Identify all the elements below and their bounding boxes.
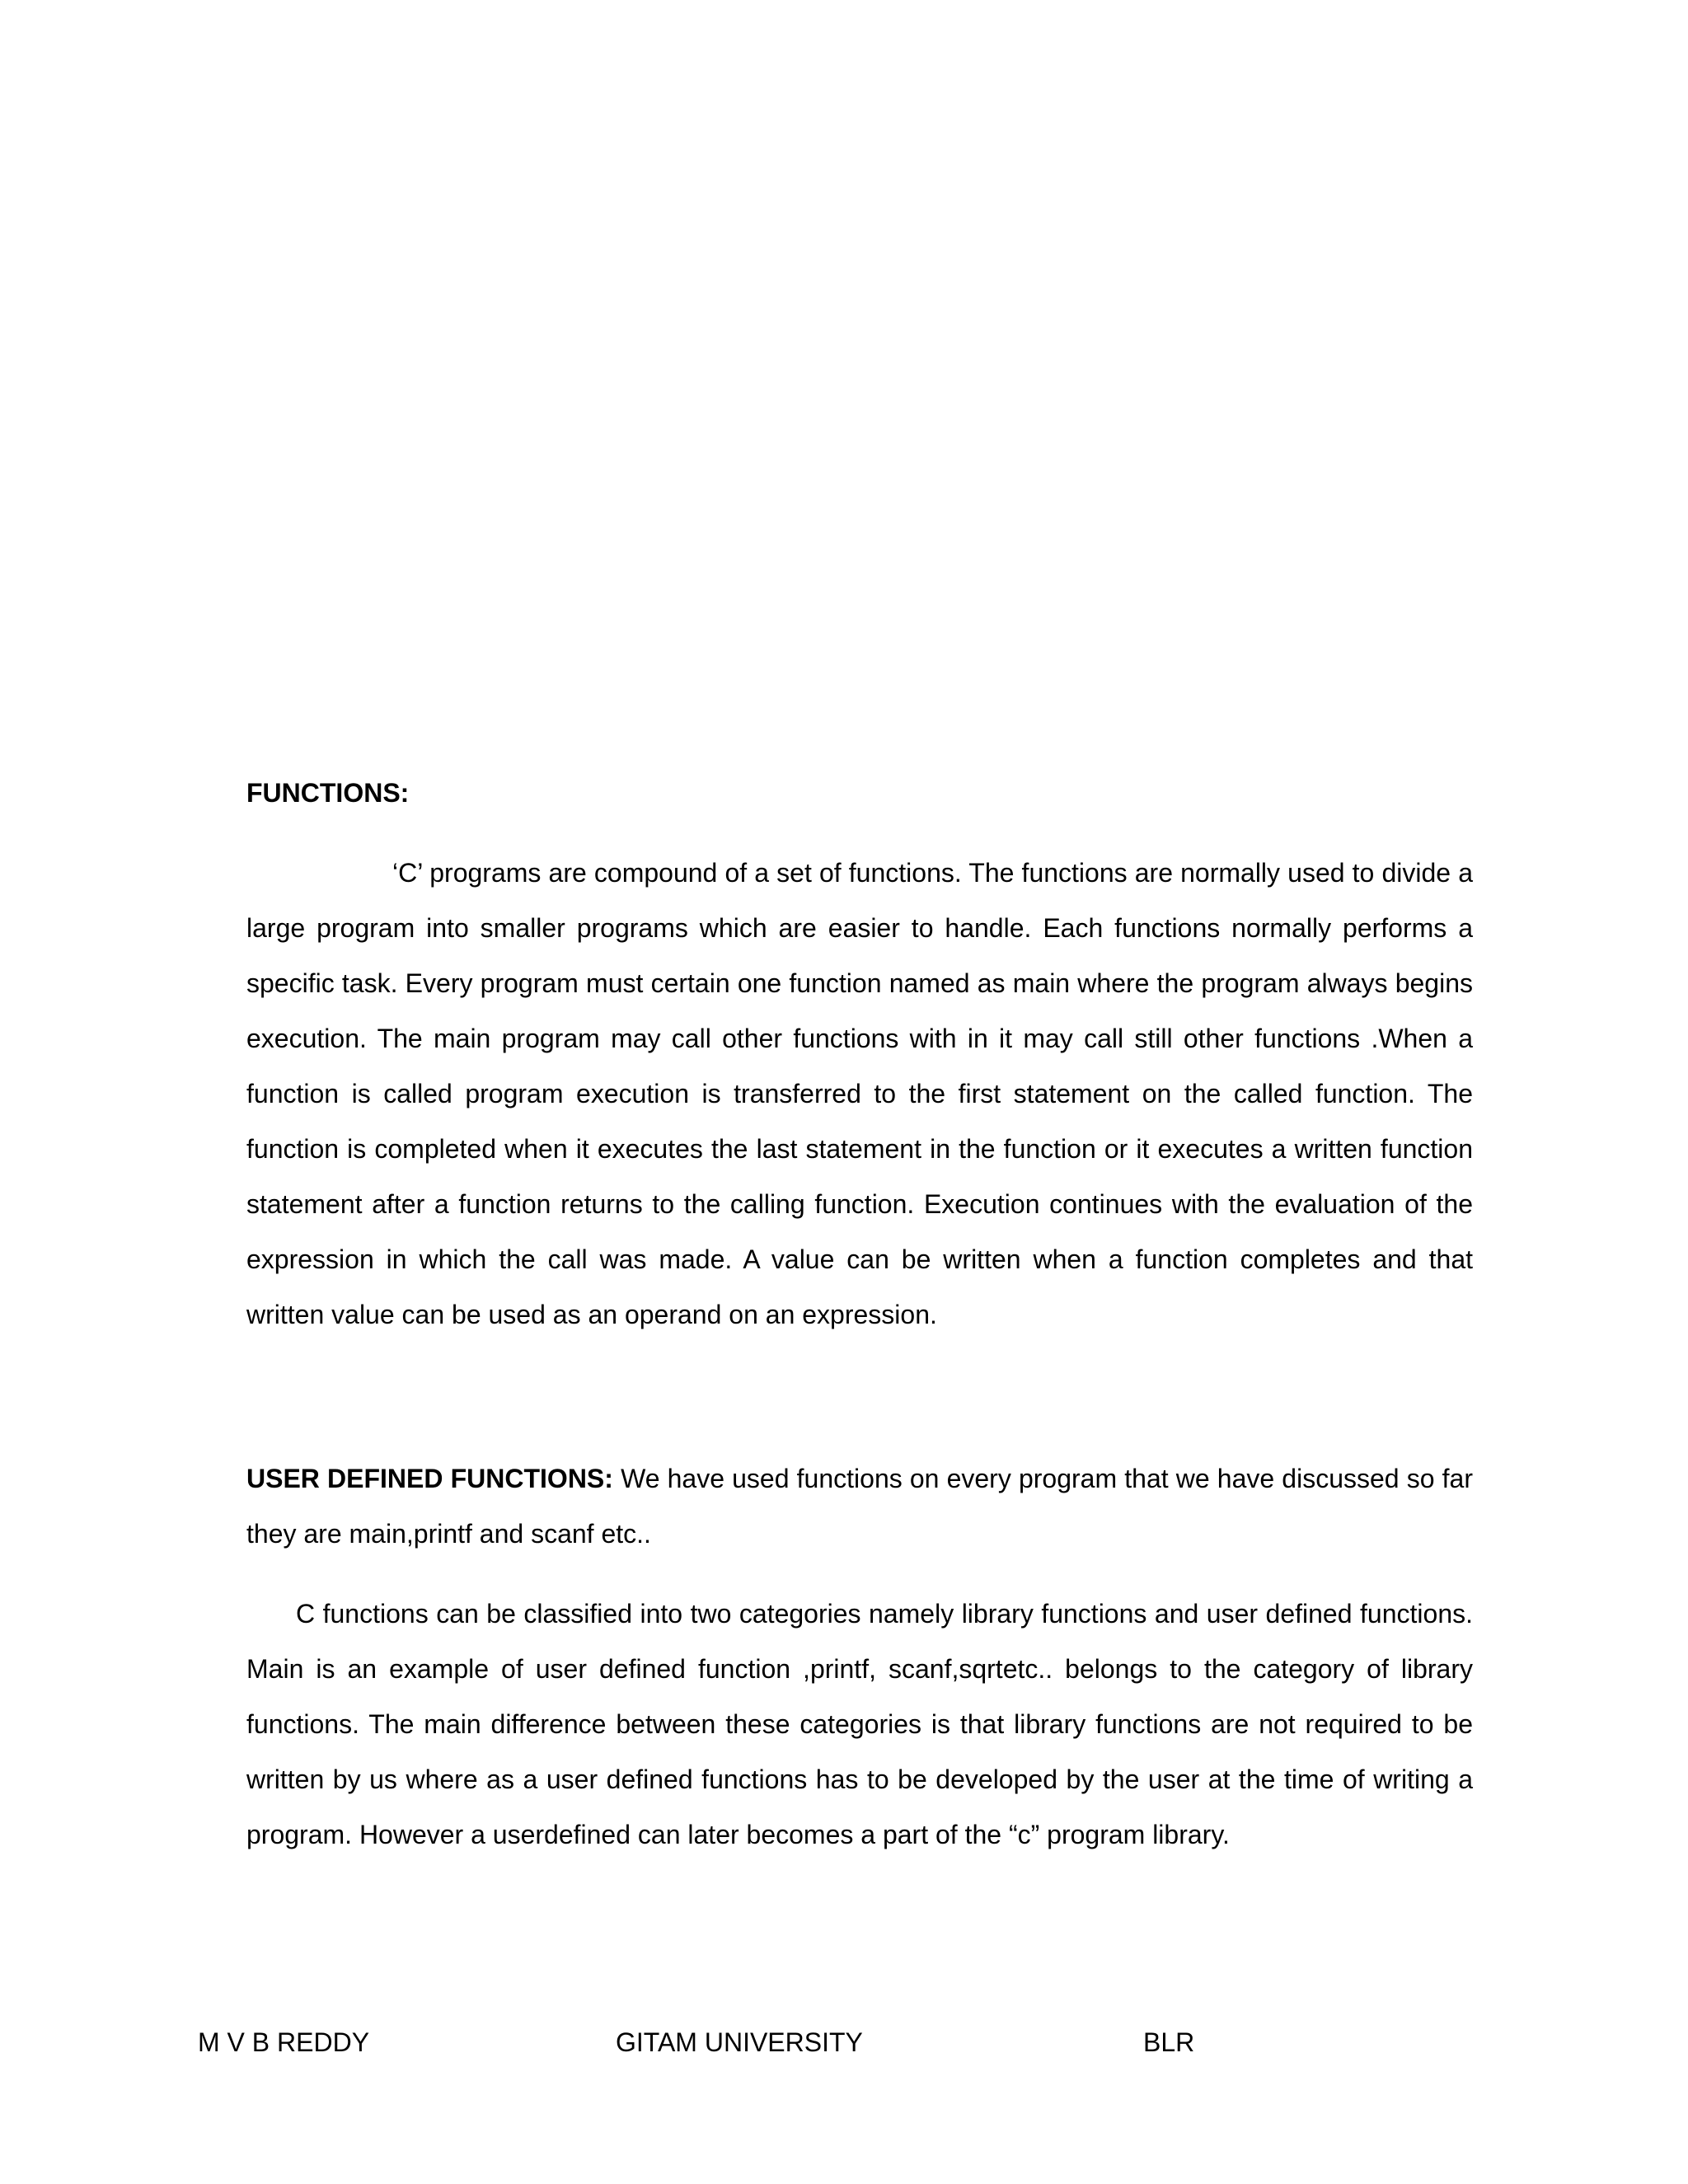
user-defined-functions-intro: We have used functions on every program that we have discussed so far they are main,printf and scanf etc.. xyxy=(246,1464,1474,1549)
footer-author: M V B REDDY xyxy=(198,2027,370,2057)
user-defined-functions-paragraph xyxy=(246,1451,1473,1562)
user-defined-functions-heading: USER DEFINED FUNCTIONS: xyxy=(246,1464,613,1493)
functions-paragraph: ‘C’ programs are compound of a set of functions. The functions are normally used to divide a large program into smaller programs which are easier to handle. Each functions normally performs a specific task. Every program must certain one function named as main where the program always begins execution. The main program may call other functions with in it may call still other functions .When a function is called program execution is transferred to the first statement on the called function. The function is completed when it executes the last statement in the function or it executes a written function statement after a function returns to the calling function. Execution continues with the evaluation of the expression in which the call was made. A value can be written when a function completes and that written value can be used as an operand on an expression. xyxy=(246,858,1473,1329)
footer-location: BLR xyxy=(1143,2027,1195,2057)
footer-institution: GITAM UNIVERSITY xyxy=(616,2027,863,2057)
function-categories-paragraph: C functions can be classified into two categories namely library functions and user defined functions. Main is an example of user defined function ,printf, scanf,sqrtetc.. belongs to the category of library functions. The main difference between these categories is that library functions are not required to be written by us where as a user defined functions has to be developed by the user at the time of writing a program. However a userdefined can later becomes a part of the “c” program library. xyxy=(246,1599,1473,1849)
document-body xyxy=(246,776,1473,1863)
functions-heading: FUNCTIONS: xyxy=(246,778,410,808)
